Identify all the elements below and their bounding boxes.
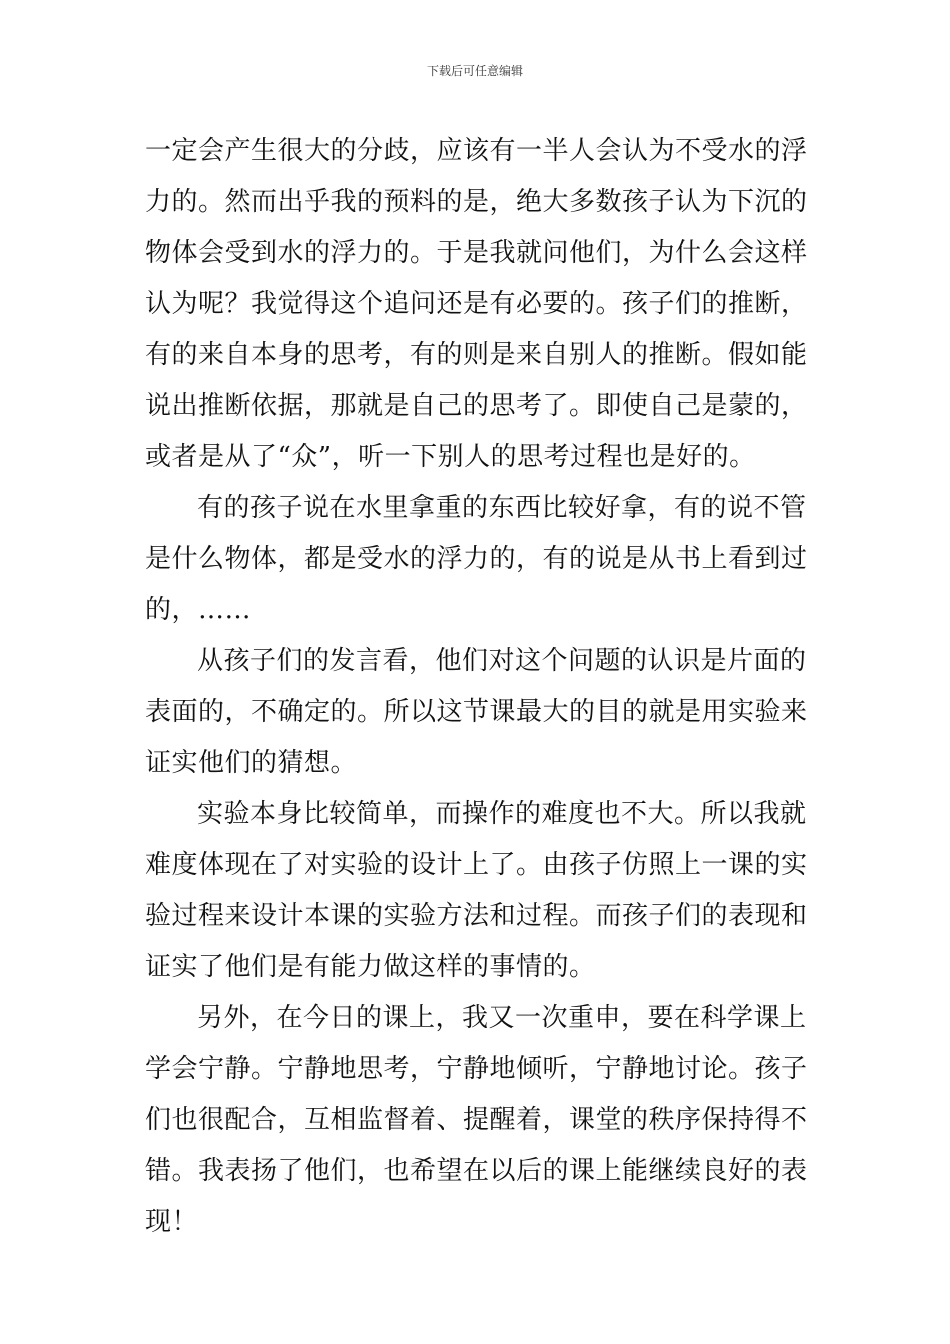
text-line: 或者是从了“众”，听一下别人的思考过程也是好的。	[145, 442, 756, 472]
text-line: 有的来自本身的思考，有的则是来自别人的推断。假如能	[145, 340, 808, 370]
text-line: 物体会受到水的浮力的。于是我就问他们，为什么会这样	[145, 238, 808, 268]
document-body	[145, 126, 808, 1248]
text-line: 现！	[145, 1207, 199, 1237]
text-line: 是什么物体，都是受水的浮力的，有的说是从书上看到过	[145, 544, 808, 574]
text-line: 难度体现在了对实验的设计上了。由孩子仿照上一课的实	[145, 850, 808, 880]
text-line: 力的。然而出乎我的预料的是，绝大多数孩子认为下沉的	[145, 187, 808, 217]
text-line: 验过程来设计本课的实验方法和过程。而孩子们的表现和	[145, 901, 808, 931]
text-line: 证实了他们是有能力做这样的事情的。	[145, 952, 596, 982]
text-line: 说出推断依据，那就是自己的思考了。即使自己是蒙的，	[145, 391, 808, 421]
text-line: 一定会产生很大的分歧，应该有一半人会认为不受水的浮	[145, 136, 808, 166]
text-line: 表面的，不确定的。所以这节课最大的目的就是用实验来	[145, 697, 808, 727]
text-line: 证实他们的猜想。	[145, 748, 358, 778]
text-line: 从孩子们的发言看，他们对这个问题的认识是片面的	[197, 646, 807, 676]
text-line: 错。我表扬了他们，也希望在以后的课上能继续良好的表	[145, 1156, 808, 1186]
text-line: 们也很配合，互相监督着、提醒着，课堂的秩序保持得不	[145, 1105, 808, 1135]
text-line: 认为呢？我觉得这个追问还是有必要的。孩子们的推断，	[145, 289, 808, 319]
page-header: 下载后可任意编辑	[426, 64, 523, 78]
text-line: 实验本身比较简单，而操作的难度也不大。所以我就	[197, 799, 807, 829]
text-line: 另外，在今日的课上，我又一次重申，要在科学课上	[197, 1003, 807, 1033]
text-line: 有的孩子说在水里拿重的东西比较好拿，有的说不管	[197, 493, 807, 523]
text-line: 的，……	[145, 595, 252, 625]
text-line: 学会宁静。宁静地思考，宁静地倾听，宁静地讨论。孩子	[145, 1054, 808, 1084]
